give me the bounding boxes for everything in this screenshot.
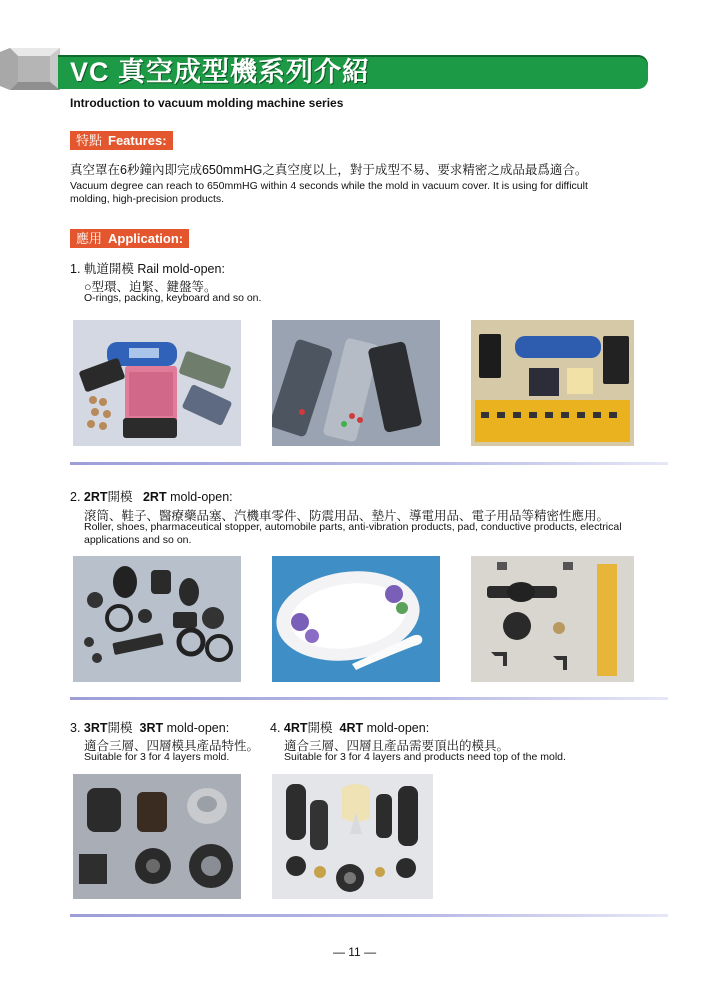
item3-text-en: Suitable for 3 for 4 layers mold. [84, 751, 230, 763]
application-tag-en: Application: [108, 231, 184, 246]
item3-cn-label: 開模 [107, 721, 133, 735]
features-tag-en: Features: [108, 133, 167, 148]
item2-code: 2RT [83, 490, 108, 504]
item3-en-label: mold-open: [166, 721, 230, 735]
item4-text-en: Suitable for 3 for 4 layers and products need top of the mold. [284, 751, 566, 763]
photo-3rt-parts [73, 774, 241, 899]
photo-rubber-parts [73, 556, 241, 682]
item1-text-cn: ○型環、迫緊、鍵盤等。 [84, 280, 217, 294]
item4-num: 4. [270, 721, 281, 735]
item3-code-en: 3RT [139, 721, 164, 735]
photo-keyboard-pads [73, 320, 241, 446]
item3-code: 3RT [83, 721, 108, 735]
item4-code-en: 4RT [339, 721, 364, 735]
page-number: — 11 — [332, 945, 377, 959]
item3-title [70, 718, 229, 736]
item2-text-cn: 滾筒、鞋子、醫療藥品塞、汽機車零件、防震用品、墊片、導電用品、電子用品等精密性應用。 [84, 509, 610, 523]
features-text-en-1: Vacuum degree can reach to 650mmHG within 4 seconds while the mold in vacuum cover. It is using for difficult [70, 180, 588, 192]
item2-code-en: 2RT [142, 490, 167, 504]
application-tag-cn: 應用 [76, 231, 103, 246]
section-divider [70, 697, 668, 700]
item4-text-cn: 適合三層、四層且產品需要頂出的模具。 [284, 739, 510, 753]
item2-title [70, 487, 233, 505]
item3-num: 3. [70, 721, 81, 735]
item2-text-en-1: Roller, shoes, pharmaceutical stopper, automobile parts, anti-vibration products, pad, conductive products, electrical [84, 521, 622, 533]
item1-text-en: O-rings, packing, keyboard and so on. [84, 292, 262, 304]
photo-remote-keypads [272, 320, 440, 446]
item4-code: 4RT [283, 721, 308, 735]
item1-title: 1. 軌道開模 Rail mold-open: [70, 262, 225, 276]
section-divider [70, 462, 668, 465]
header-bevel-decoration [0, 48, 62, 90]
photo-plate-spoon [272, 556, 440, 682]
item2-num: 2. [70, 490, 81, 504]
features-text-cn: 真空罩在6秒鐘內即完成650mmHG之真空度以上，對于成型不易、要求精密之成品最爲適合。 [70, 163, 588, 177]
photo-4rt-parts [272, 774, 433, 899]
page-title: VC 真空成型機系列介紹 [70, 57, 371, 87]
item4-title [270, 718, 429, 736]
photo-yellow-panel-parts [471, 320, 634, 446]
features-tag-cn: 特點 [76, 133, 103, 148]
item2-text-en-2: applications and so on. [84, 534, 192, 546]
application-tag [70, 229, 189, 248]
page-subtitle: Introduction to vacuum molding machine series [70, 96, 344, 110]
item4-cn-label: 開模 [307, 721, 333, 735]
photo-mounts-strip [471, 556, 634, 682]
item2-en-label: mold-open: [170, 490, 233, 504]
item3-text-cn: 適合三層、四層模具產品特性。 [84, 739, 260, 753]
item2-cn-label: 開模 [107, 490, 133, 504]
section-divider [70, 914, 668, 917]
item4-en-label: mold-open: [366, 721, 430, 735]
features-tag [70, 131, 173, 150]
features-text-en-2: molding, high-precision products. [70, 193, 225, 205]
